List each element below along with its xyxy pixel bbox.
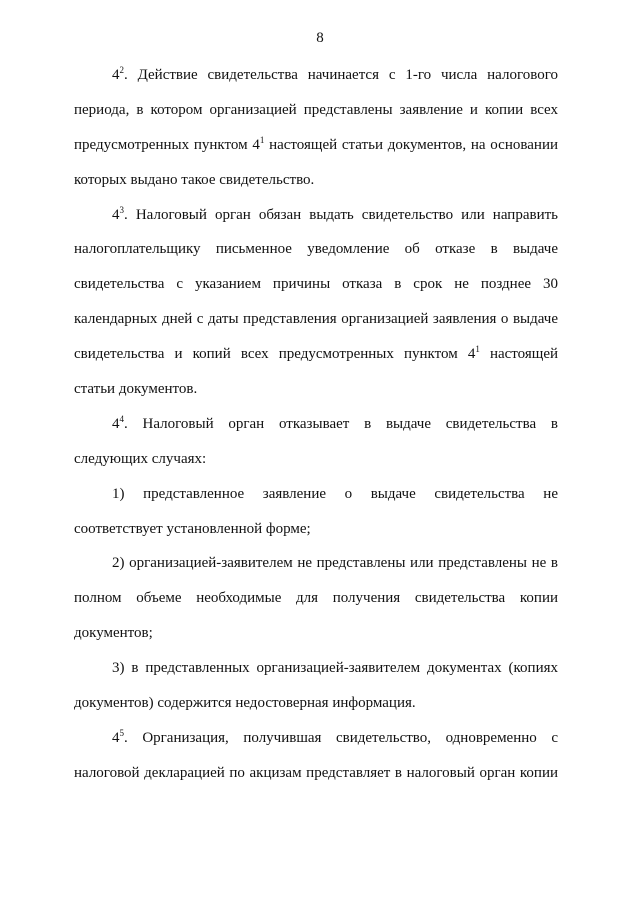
text-line bbox=[74, 651, 558, 686]
paragraph-p4-2 bbox=[74, 58, 558, 198]
line-text: документов; bbox=[74, 625, 153, 642]
text-line bbox=[74, 686, 558, 721]
line-text: полном объеме необходимые для получения свидетельства копии bbox=[74, 590, 558, 607]
text-line bbox=[74, 337, 558, 372]
text-line bbox=[74, 128, 558, 163]
text-line bbox=[74, 372, 558, 407]
paragraph-p4-3 bbox=[74, 198, 558, 407]
text-line bbox=[74, 302, 558, 337]
line-text: . Организация, получившая свидетельство, одновременно с bbox=[124, 729, 558, 746]
line-text: налогоплательщику письменное уведомление об отказе в выдаче bbox=[74, 241, 558, 258]
line-text: периода, в котором организацией представлены заявление и копии всех bbox=[74, 101, 558, 118]
superscript: 2 bbox=[119, 65, 124, 75]
text-line bbox=[74, 232, 558, 267]
document-body bbox=[74, 58, 558, 791]
line-text: . Налоговый орган обязан выдать свидетельство или направить bbox=[124, 206, 558, 223]
line-text: соответствует установленной форме; bbox=[74, 520, 311, 537]
superscript: 4 bbox=[119, 413, 124, 424]
line-text: 4 bbox=[112, 206, 120, 223]
text-line bbox=[74, 512, 558, 547]
line-text: следующих случаях: bbox=[74, 450, 207, 467]
text-line bbox=[74, 721, 558, 756]
text-line bbox=[74, 163, 558, 198]
superscript: 3 bbox=[119, 204, 124, 215]
paragraph-p4-4 bbox=[74, 407, 558, 477]
line-text: свидетельства с указанием причины отказа в срок не позднее 30 bbox=[74, 276, 558, 293]
line-text: 1) представленное заявление о выдаче свидетельства не bbox=[112, 485, 558, 502]
line-text: настоящей bbox=[479, 346, 558, 363]
text-line bbox=[74, 616, 558, 651]
text-line bbox=[74, 442, 558, 477]
paragraph-p4-5 bbox=[74, 721, 558, 791]
line-text: которых выдано такое свидетельство. bbox=[74, 171, 315, 188]
text-line bbox=[74, 546, 558, 581]
text-line bbox=[74, 267, 558, 302]
line-text: 4 bbox=[112, 729, 120, 746]
paragraph-item3 bbox=[74, 651, 558, 721]
line-text: 3) в представленных организацией-заявителем документах (копиях bbox=[112, 660, 558, 677]
paragraph-item2 bbox=[74, 546, 558, 651]
line-text: налоговой декларацией по акцизам представляет в налоговый орган копии bbox=[74, 764, 558, 781]
line-text: настоящей статьи документов, на основании bbox=[264, 136, 558, 153]
superscript: 1 bbox=[259, 134, 265, 145]
line-text: календарных дней с даты представления организацией заявления о выдаче bbox=[74, 311, 558, 328]
text-line bbox=[74, 93, 558, 128]
line-text: 2) организацией-заявителем не представлены или представлены не в bbox=[112, 555, 558, 572]
text-line bbox=[74, 756, 558, 791]
line-text: статьи документов. bbox=[74, 381, 198, 398]
text-line bbox=[74, 407, 558, 442]
text-line bbox=[74, 581, 558, 616]
paragraph-item1 bbox=[74, 477, 558, 547]
line-text: . Действие свидетельства начинается с 1-го числа налогового bbox=[124, 67, 558, 83]
text-line bbox=[74, 198, 558, 233]
superscript: 1 bbox=[475, 344, 480, 355]
superscript: 5 bbox=[119, 727, 124, 738]
line-text: 4 bbox=[112, 415, 120, 432]
text-line bbox=[74, 477, 558, 512]
line-text: . Налоговый орган отказывает в выдаче свидетельства в bbox=[124, 415, 558, 432]
line-text: документов) содержится недостоверная информация. bbox=[74, 695, 416, 712]
line-text: свидетельства и копий всех предусмотренных пунктом 4 bbox=[74, 346, 476, 363]
page-number: 8 bbox=[316, 30, 324, 46]
line-text: 4 bbox=[112, 67, 120, 83]
text-line bbox=[74, 58, 558, 93]
line-text: предусмотренных пунктом 4 bbox=[74, 136, 260, 153]
